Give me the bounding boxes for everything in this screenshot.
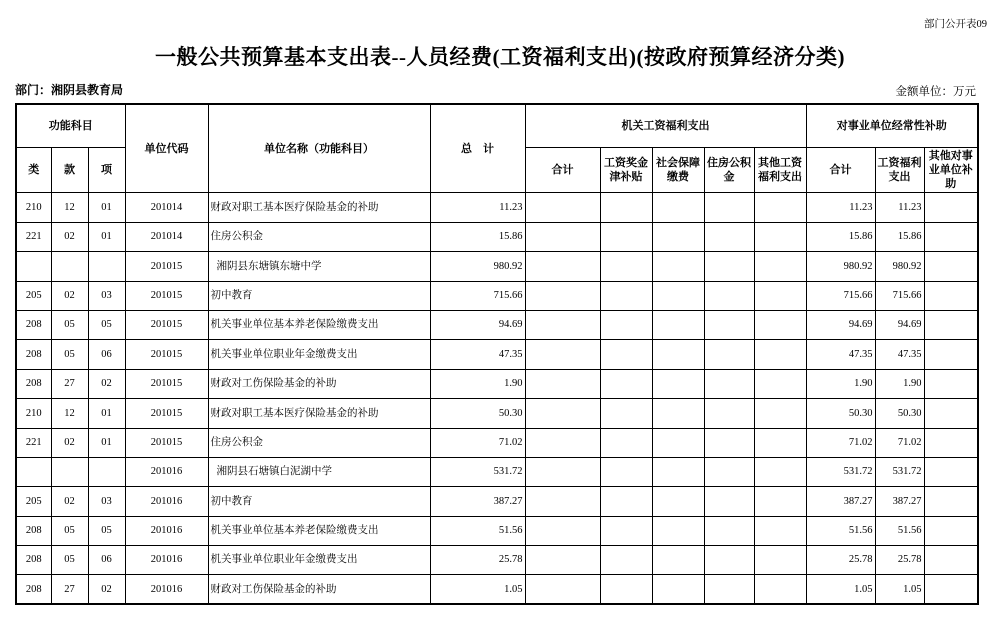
cell-total: 25.78 bbox=[430, 546, 525, 575]
cell-org_salary_bonus bbox=[600, 546, 652, 575]
cell-xiang: 01 bbox=[88, 222, 125, 251]
cell-org_subtotal bbox=[525, 369, 600, 398]
cell-org_social_security bbox=[652, 193, 704, 222]
cell-xiang: 03 bbox=[88, 487, 125, 516]
inst-other-header: 其他对事业单位补助 bbox=[924, 147, 978, 193]
cell-unit_code: 201015 bbox=[125, 340, 208, 369]
cell-unit_code: 201015 bbox=[125, 399, 208, 428]
cell-inst_other bbox=[924, 222, 978, 251]
cell-unit_name: 湘阴县石塘镇白泥湖中学 bbox=[208, 457, 430, 486]
cell-total: 715.66 bbox=[430, 281, 525, 310]
cell-org_other bbox=[754, 310, 806, 339]
cell-org_other bbox=[754, 281, 806, 310]
cell-inst_other bbox=[924, 546, 978, 575]
table-row bbox=[16, 516, 978, 545]
cell-org_social_security bbox=[652, 399, 704, 428]
cell-kuan: 05 bbox=[51, 516, 88, 545]
sheet-label: 部门公开表09 bbox=[924, 19, 987, 30]
cell-kuan: 27 bbox=[51, 575, 88, 604]
cell-unit_name: 财政对职工基本医疗保险基金的补助 bbox=[208, 193, 430, 222]
cell-org_other bbox=[754, 340, 806, 369]
cell-org_salary_bonus bbox=[600, 281, 652, 310]
cell-unit_name: 初中教育 bbox=[208, 281, 430, 310]
cell-total: 531.72 bbox=[430, 457, 525, 486]
cell-kuan: 05 bbox=[51, 310, 88, 339]
cell-org_salary_bonus bbox=[600, 487, 652, 516]
cell-xiang: 05 bbox=[88, 516, 125, 545]
org-salary-bonus-header: 工资奖金津补贴 bbox=[600, 147, 652, 193]
cell-total: 71.02 bbox=[430, 428, 525, 457]
cell-unit_code: 201016 bbox=[125, 487, 208, 516]
cell-kuan bbox=[51, 457, 88, 486]
inst-group-header: 对事业单位经常性补助 bbox=[806, 104, 978, 147]
cell-org_salary_bonus bbox=[600, 369, 652, 398]
cell-total: 50.30 bbox=[430, 399, 525, 428]
cell-org_subtotal bbox=[525, 575, 600, 604]
cell-org_housing_fund bbox=[704, 546, 754, 575]
cell-org_housing_fund bbox=[704, 252, 754, 281]
cell-org_housing_fund bbox=[704, 575, 754, 604]
cell-org_social_security bbox=[652, 575, 704, 604]
cell-lei: 205 bbox=[16, 281, 51, 310]
cell-inst_other bbox=[924, 516, 978, 545]
lei-header: 类 bbox=[16, 147, 51, 193]
cell-total: 1.90 bbox=[430, 369, 525, 398]
org-social-security-header: 社会保障缴费 bbox=[652, 147, 704, 193]
cell-xiang: 06 bbox=[88, 546, 125, 575]
cell-lei: 210 bbox=[16, 399, 51, 428]
cell-total: 11.23 bbox=[430, 193, 525, 222]
cell-unit_name: 初中教育 bbox=[208, 487, 430, 516]
cell-org_salary_bonus bbox=[600, 516, 652, 545]
cell-lei: 221 bbox=[16, 428, 51, 457]
cell-unit_code: 201016 bbox=[125, 516, 208, 545]
cell-inst_other bbox=[924, 575, 978, 604]
org-group-header: 机关工资福利支出 bbox=[525, 104, 806, 147]
cell-org_salary_bonus bbox=[600, 399, 652, 428]
cell-org_housing_fund bbox=[704, 516, 754, 545]
unit-name-header: 单位名称（功能科目） bbox=[208, 104, 430, 193]
cell-inst_subtotal: 980.92 bbox=[806, 252, 875, 281]
unit-note: 金额单位：万元 bbox=[895, 86, 976, 98]
cell-inst_other bbox=[924, 369, 978, 398]
table-row bbox=[16, 487, 978, 516]
table-row bbox=[16, 340, 978, 369]
cell-kuan: 05 bbox=[51, 340, 88, 369]
cell-inst_salary_welfare: 1.90 bbox=[875, 369, 924, 398]
cell-inst_salary_welfare: 51.56 bbox=[875, 516, 924, 545]
cell-inst_subtotal: 387.27 bbox=[806, 487, 875, 516]
cell-org_housing_fund bbox=[704, 222, 754, 251]
cell-lei bbox=[16, 457, 51, 486]
cell-unit_code: 201015 bbox=[125, 369, 208, 398]
cell-org_subtotal bbox=[525, 516, 600, 545]
cell-org_housing_fund bbox=[704, 281, 754, 310]
cell-org_housing_fund bbox=[704, 340, 754, 369]
cell-kuan: 02 bbox=[51, 222, 88, 251]
cell-inst_other bbox=[924, 193, 978, 222]
cell-total: 1.05 bbox=[430, 575, 525, 604]
table-row bbox=[16, 252, 978, 281]
cell-org_social_security bbox=[652, 310, 704, 339]
cell-xiang: 01 bbox=[88, 399, 125, 428]
cell-org_salary_bonus bbox=[600, 340, 652, 369]
cell-inst_subtotal: 715.66 bbox=[806, 281, 875, 310]
cell-unit_name: 湘阴县东塘镇东塘中学 bbox=[208, 252, 430, 281]
cell-org_salary_bonus bbox=[600, 193, 652, 222]
cell-inst_subtotal: 1.05 bbox=[806, 575, 875, 604]
cell-xiang: 06 bbox=[88, 340, 125, 369]
cell-org_other bbox=[754, 516, 806, 545]
cell-xiang bbox=[88, 252, 125, 281]
budget-table bbox=[15, 103, 979, 605]
cell-org_subtotal bbox=[525, 546, 600, 575]
cell-org_housing_fund bbox=[704, 399, 754, 428]
cell-kuan: 02 bbox=[51, 487, 88, 516]
cell-lei: 205 bbox=[16, 487, 51, 516]
cell-kuan: 12 bbox=[51, 399, 88, 428]
cell-inst_subtotal: 531.72 bbox=[806, 457, 875, 486]
cell-kuan: 05 bbox=[51, 546, 88, 575]
cell-kuan bbox=[51, 252, 88, 281]
cell-inst_subtotal: 71.02 bbox=[806, 428, 875, 457]
table-row bbox=[16, 546, 978, 575]
xiang-header: 项 bbox=[88, 147, 125, 193]
cell-org_social_security bbox=[652, 546, 704, 575]
table-row bbox=[16, 281, 978, 310]
cell-total: 15.86 bbox=[430, 222, 525, 251]
cell-unit_code: 201016 bbox=[125, 546, 208, 575]
cell-unit_name: 住房公积金 bbox=[208, 428, 430, 457]
cell-inst_other bbox=[924, 340, 978, 369]
cell-org_subtotal bbox=[525, 340, 600, 369]
cell-total: 47.35 bbox=[430, 340, 525, 369]
table-row bbox=[16, 310, 978, 339]
cell-inst_salary_welfare: 1.05 bbox=[875, 575, 924, 604]
cell-lei: 208 bbox=[16, 516, 51, 545]
cell-xiang: 01 bbox=[88, 428, 125, 457]
cell-org_subtotal bbox=[525, 457, 600, 486]
cell-inst_subtotal: 50.30 bbox=[806, 399, 875, 428]
cell-unit_name: 机关事业单位基本养老保险缴费支出 bbox=[208, 516, 430, 545]
cell-org_other bbox=[754, 193, 806, 222]
cell-lei: 208 bbox=[16, 310, 51, 339]
cell-org_subtotal bbox=[525, 281, 600, 310]
cell-org_social_security bbox=[652, 369, 704, 398]
cell-org_other bbox=[754, 252, 806, 281]
cell-lei: 208 bbox=[16, 575, 51, 604]
cell-lei: 210 bbox=[16, 193, 51, 222]
cell-inst_salary_welfare: 15.86 bbox=[875, 222, 924, 251]
table-row bbox=[16, 399, 978, 428]
cell-org_salary_bonus bbox=[600, 222, 652, 251]
cell-unit_code: 201014 bbox=[125, 222, 208, 251]
org-housing-fund-header: 住房公积金 bbox=[704, 147, 754, 193]
cell-org_social_security bbox=[652, 222, 704, 251]
cell-xiang: 02 bbox=[88, 575, 125, 604]
cell-unit_code: 201014 bbox=[125, 193, 208, 222]
cell-org_subtotal bbox=[525, 193, 600, 222]
cell-org_social_security bbox=[652, 281, 704, 310]
cell-org_housing_fund bbox=[704, 428, 754, 457]
cell-unit_name: 机关事业单位职业年金缴费支出 bbox=[208, 340, 430, 369]
cell-org_social_security bbox=[652, 457, 704, 486]
cell-unit_code: 201015 bbox=[125, 428, 208, 457]
cell-inst_other bbox=[924, 399, 978, 428]
cell-unit_code: 201016 bbox=[125, 575, 208, 604]
cell-org_housing_fund bbox=[704, 369, 754, 398]
cell-xiang: 02 bbox=[88, 369, 125, 398]
cell-inst_other bbox=[924, 457, 978, 486]
cell-org_subtotal bbox=[525, 252, 600, 281]
cell-inst_subtotal: 15.86 bbox=[806, 222, 875, 251]
cell-org_other bbox=[754, 575, 806, 604]
cell-org_salary_bonus bbox=[600, 457, 652, 486]
cell-kuan: 27 bbox=[51, 369, 88, 398]
cell-inst_subtotal: 1.90 bbox=[806, 369, 875, 398]
cell-org_other bbox=[754, 428, 806, 457]
cell-org_housing_fund bbox=[704, 487, 754, 516]
cell-org_other bbox=[754, 399, 806, 428]
cell-inst_other bbox=[924, 252, 978, 281]
cell-unit_name: 住房公积金 bbox=[208, 222, 430, 251]
cell-unit_name: 财政对工伤保险基金的补助 bbox=[208, 369, 430, 398]
cell-org_subtotal bbox=[525, 310, 600, 339]
kuan-header: 款 bbox=[51, 147, 88, 193]
cell-xiang: 03 bbox=[88, 281, 125, 310]
inst-subtotal-header: 合计 bbox=[806, 147, 875, 193]
cell-inst_other bbox=[924, 310, 978, 339]
cell-inst_subtotal: 94.69 bbox=[806, 310, 875, 339]
cell-org_other bbox=[754, 222, 806, 251]
budget-table-container bbox=[15, 103, 979, 605]
table-row bbox=[16, 575, 978, 604]
inst-salary-welfare-header: 工资福利支出 bbox=[875, 147, 924, 193]
table-header bbox=[16, 104, 978, 193]
unit-code-header: 单位代码 bbox=[125, 104, 208, 193]
cell-inst_salary_welfare: 50.30 bbox=[875, 399, 924, 428]
cell-inst_salary_welfare: 94.69 bbox=[875, 310, 924, 339]
page-title: 一般公共预算基本支出表--人员经费(工资福利支出)(按政府预算经济分类) bbox=[155, 45, 845, 69]
cell-org_other bbox=[754, 457, 806, 486]
cell-inst_subtotal: 25.78 bbox=[806, 546, 875, 575]
cell-lei: 208 bbox=[16, 340, 51, 369]
cell-unit_name: 机关事业单位职业年金缴费支出 bbox=[208, 546, 430, 575]
cell-total: 51.56 bbox=[430, 516, 525, 545]
table-row bbox=[16, 457, 978, 486]
cell-unit_name: 机关事业单位基本养老保险缴费支出 bbox=[208, 310, 430, 339]
cell-org_subtotal bbox=[525, 487, 600, 516]
cell-org_social_security bbox=[652, 252, 704, 281]
table-row bbox=[16, 222, 978, 251]
cell-inst_other bbox=[924, 487, 978, 516]
cell-total: 94.69 bbox=[430, 310, 525, 339]
cell-inst_salary_welfare: 11.23 bbox=[875, 193, 924, 222]
cell-inst_salary_welfare: 715.66 bbox=[875, 281, 924, 310]
cell-unit_code: 201016 bbox=[125, 457, 208, 486]
cell-org_other bbox=[754, 487, 806, 516]
table-row bbox=[16, 428, 978, 457]
cell-inst_subtotal: 11.23 bbox=[806, 193, 875, 222]
cell-xiang bbox=[88, 457, 125, 486]
cell-lei: 221 bbox=[16, 222, 51, 251]
cell-inst_other bbox=[924, 428, 978, 457]
cell-total: 980.92 bbox=[430, 252, 525, 281]
department-label: 部门：湘阴县教育局 bbox=[15, 83, 124, 97]
cell-org_social_security bbox=[652, 428, 704, 457]
cell-org_salary_bonus bbox=[600, 310, 652, 339]
cell-unit_code: 201015 bbox=[125, 310, 208, 339]
cell-org_subtotal bbox=[525, 428, 600, 457]
cell-inst_salary_welfare: 71.02 bbox=[875, 428, 924, 457]
table-row bbox=[16, 369, 978, 398]
cell-org_subtotal bbox=[525, 399, 600, 428]
cell-lei: 208 bbox=[16, 546, 51, 575]
cell-inst_salary_welfare: 25.78 bbox=[875, 546, 924, 575]
cell-inst_other bbox=[924, 281, 978, 310]
cell-unit_name: 财政对工伤保险基金的补助 bbox=[208, 575, 430, 604]
cell-org_salary_bonus bbox=[600, 575, 652, 604]
cell-inst_subtotal: 51.56 bbox=[806, 516, 875, 545]
org-other-header: 其他工资福利支出 bbox=[754, 147, 806, 193]
cell-xiang: 05 bbox=[88, 310, 125, 339]
table-body bbox=[16, 193, 978, 604]
table-row bbox=[16, 193, 978, 222]
func-group-header: 功能科目 bbox=[16, 104, 125, 147]
cell-org_subtotal bbox=[525, 222, 600, 251]
cell-org_housing_fund bbox=[704, 457, 754, 486]
cell-inst_salary_welfare: 980.92 bbox=[875, 252, 924, 281]
cell-org_social_security bbox=[652, 340, 704, 369]
cell-unit_code: 201015 bbox=[125, 252, 208, 281]
cell-total: 387.27 bbox=[430, 487, 525, 516]
cell-kuan: 02 bbox=[51, 281, 88, 310]
cell-org_other bbox=[754, 546, 806, 575]
org-subtotal-header: 合计 bbox=[525, 147, 600, 193]
cell-org_social_security bbox=[652, 487, 704, 516]
cell-org_other bbox=[754, 369, 806, 398]
cell-org_salary_bonus bbox=[600, 428, 652, 457]
cell-xiang: 01 bbox=[88, 193, 125, 222]
cell-kuan: 02 bbox=[51, 428, 88, 457]
cell-org_housing_fund bbox=[704, 193, 754, 222]
cell-kuan: 12 bbox=[51, 193, 88, 222]
cell-unit_name: 财政对职工基本医疗保险基金的补助 bbox=[208, 399, 430, 428]
cell-unit_code: 201015 bbox=[125, 281, 208, 310]
cell-lei: 208 bbox=[16, 369, 51, 398]
cell-inst_subtotal: 47.35 bbox=[806, 340, 875, 369]
cell-org_salary_bonus bbox=[600, 252, 652, 281]
cell-inst_salary_welfare: 531.72 bbox=[875, 457, 924, 486]
cell-inst_salary_welfare: 387.27 bbox=[875, 487, 924, 516]
cell-org_housing_fund bbox=[704, 310, 754, 339]
cell-org_social_security bbox=[652, 516, 704, 545]
total-header: 总 计 bbox=[430, 104, 525, 193]
cell-lei bbox=[16, 252, 51, 281]
cell-inst_salary_welfare: 47.35 bbox=[875, 340, 924, 369]
